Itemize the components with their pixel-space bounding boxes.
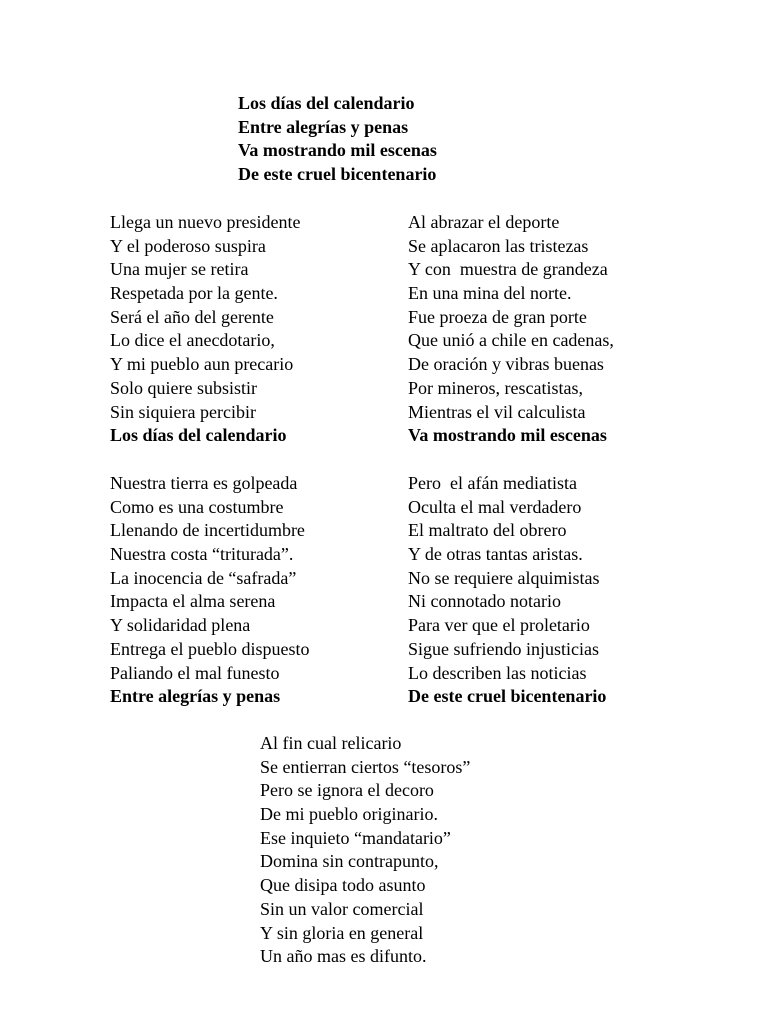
stanza-line: Oculta el mal verdadero [408, 496, 582, 517]
stanza-line: No se requiere alquimistas [408, 567, 600, 588]
stanza-refrain-line: Va mostrando mil escenas [408, 425, 607, 446]
poem-closing-stanza [260, 732, 470, 969]
stanza-line: Sigue sufriendo injusticias [408, 638, 599, 659]
stanza-refrain-line: Entre alegrías y penas [110, 686, 281, 707]
intro-line: Entre alegrías y penas [238, 116, 409, 137]
stanza-line: Impacta el alma serena [110, 591, 276, 612]
stanza-line: Llega un nuevo presidente [110, 212, 301, 232]
stanza-line: Por mineros, rescatistas, [408, 377, 583, 398]
stanza-line: En una mina del norte. [408, 283, 572, 304]
stanza-line: Se aplacaron las tristezas [408, 235, 589, 256]
intro-line: Los días del calendario [238, 93, 415, 113]
stanza-line: Solo quiere subsistir [110, 377, 257, 398]
stanza-line: Respetada por la gente. [110, 283, 278, 304]
poem-stanza-2 [408, 211, 614, 448]
stanza-line: Sin siquiera percibir [110, 401, 256, 422]
stanza-line: Lo describen las noticias [408, 662, 587, 683]
stanza-line: Y de otras tantas aristas. [408, 544, 583, 565]
stanza-line: Pero el afán mediatista [408, 473, 577, 493]
intro-line: De este cruel bicentenario [238, 164, 437, 185]
poem-stanza-1 [110, 211, 300, 448]
stanza-line: Para ver que el proletario [408, 615, 590, 636]
stanza-line: Y sin gloria en general [260, 922, 424, 943]
stanza-line: Y mi pueblo aun precario [110, 354, 294, 375]
stanza-refrain-line: Los días del calendario [110, 425, 287, 446]
poem-stanza-3 [110, 472, 309, 709]
stanza-line: Que disipa todo asunto [260, 875, 426, 896]
stanza-line: Que unió a chile en cadenas, [408, 330, 614, 351]
stanza-line: Y el poderoso suspira [110, 235, 266, 256]
stanza-line: De mi pueblo originario. [260, 804, 438, 825]
stanza-line: Como es una costumbre [110, 496, 284, 517]
stanza-line: Un año mas es difunto. [260, 946, 427, 967]
stanza-line: Al fin cual relicario [260, 733, 402, 753]
stanza-line: Será el año del gerente [110, 306, 274, 327]
poem-intro-stanza [238, 92, 437, 187]
stanza-refrain-line: De este cruel bicentenario [408, 686, 607, 707]
stanza-line: Una mujer se retira [110, 259, 249, 280]
stanza-line: La inocencia de “safrada” [110, 567, 297, 588]
stanza-line: Lo dice el anecdotario, [110, 330, 275, 351]
stanza-line: Nuestra costa “triturada”. [110, 544, 294, 565]
poem-stanza-4 [408, 472, 606, 709]
stanza-line: Ese inquieto “mandatario” [260, 827, 451, 848]
stanza-line: Y solidaridad plena [110, 615, 251, 636]
stanza-line: Nuestra tierra es golpeada [110, 473, 298, 493]
stanza-line: Domina sin contrapunto, [260, 851, 439, 872]
stanza-line: Y con muestra de grandeza [408, 259, 608, 280]
stanza-line: Al abrazar el deporte [408, 212, 560, 232]
stanza-line: Entrega el pueblo dispuesto [110, 638, 310, 659]
stanza-line: Paliando el mal funesto [110, 662, 280, 683]
stanza-line: El maltrato del obrero [408, 520, 567, 541]
stanza-line: Sin un valor comercial [260, 898, 424, 919]
stanza-line: De oración y vibras buenas [408, 354, 604, 375]
intro-line: Va mostrando mil escenas [238, 140, 437, 161]
stanza-line: Pero se ignora el decoro [260, 780, 434, 801]
stanza-line: Ni connotado notario [408, 591, 561, 612]
stanza-line: Fue proeza de gran porte [408, 306, 587, 327]
stanza-line: Mientras el vil calculista [408, 401, 586, 422]
stanza-line: Llenando de incertidumbre [110, 520, 305, 541]
stanza-line: Se entierran ciertos “tesoros” [260, 756, 471, 777]
